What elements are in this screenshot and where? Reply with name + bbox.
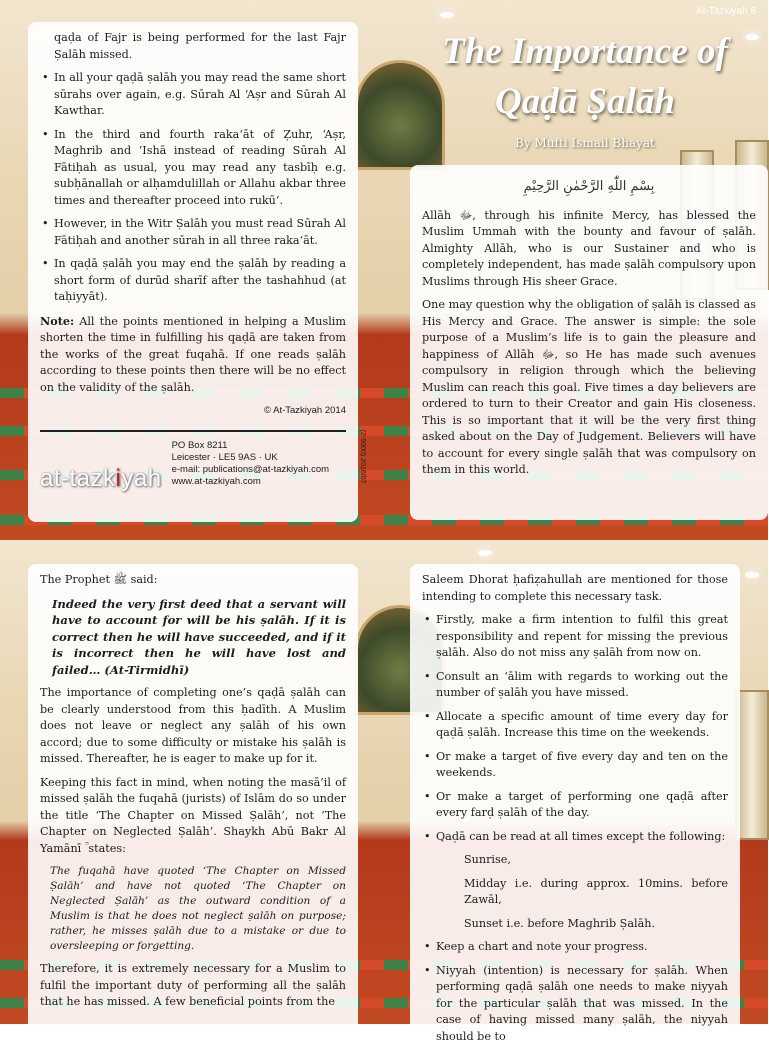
list-item: • Qaḍā can be read at all times except the following: — [422, 829, 728, 846]
body-paragraph: Therefore, it is extremely necessary for a Muslim to fulfil the important duty of performing all the ṣalāh that he has missed. A few beneficial points from the — [40, 961, 346, 1011]
contact-details — [172, 440, 329, 488]
scholar-quote: The fuqahā have quoted ‘The Chapter on Missed Ṣalāh’ and have not quoted ‘The Chapter on Neglected Ṣalāh’ as the outward condition of a Muslim is that he does not neglect ṣalāh on purpose; rather, he misses ṣalāh due to a mistake or due to oversleeping or forgetting. — [40, 864, 346, 954]
website-link[interactable]: www.at-tazkiyah.com — [172, 476, 329, 488]
article-title-line1: The Importance of — [405, 30, 765, 73]
body-paragraph: The importance of completing one’s qaḍā ṣalāh can be clearly understood from this ḥadīth. A Muslim does not leave or neglect any ṣalāh of his own accord; due to some difficulty or mistake his ṣalāh is missed. Thereafter, he is eager to make up for it. — [40, 685, 346, 768]
exception-item: Sunset i.e. before Maghrib Ṣalāh. — [422, 916, 728, 933]
contact-block — [40, 440, 346, 488]
bottom-right-panel — [410, 564, 740, 1034]
tips-list — [40, 70, 346, 306]
exception-item: Sunrise, — [422, 852, 728, 869]
bottom-spread — [0, 540, 768, 1024]
list-item: • However, in the Witr Ṣalāh you must read Sūrah Al Fātiḥah and another sūrah in all three raka‘āt. — [40, 216, 346, 249]
logo-text-a: at-tazk — [40, 465, 116, 492]
continuation-text: qaḍa of Fajr is being performed for the last Fajr Ṣalāh missed. — [40, 30, 346, 63]
ceiling-light — [440, 12, 454, 18]
article-title-line2: Qaḍā Ṣalāh — [405, 80, 765, 123]
logo-text-i: i — [116, 465, 122, 492]
body-paragraph: Keeping this fact in mind, when noting the masā’il of missed ṣalāh the fuqahā (jurists) of Islām do so under the title ‘The Chapter on Missed Ṣalāh’, not ‘The Chapter on Neglected Ṣalāh’. Shaykh Abū Bakr Al Yamānī ؒ states: — [40, 775, 346, 858]
prophet-said: The Prophet ﷺ said: — [40, 572, 346, 589]
address-line1: PO Box 8211 — [172, 440, 329, 452]
list-item: • Or make a target of performing one qaḍā after every farḍ ṣalāh of the day. — [422, 789, 728, 822]
note-text: All the points mentioned in helping a Muslim shorten the time in fulfilling his qaḍā are taken from the works of the great fuqahā. If one reads ṣalāh according to these points then there will be no effect on the validity of the ṣalāh. — [40, 315, 346, 394]
steps-list — [422, 612, 728, 1045]
exception-item: Midday i.e. during approx. 10mins. before Zawāl, — [422, 876, 728, 909]
list-item: • Consult an ‘ālim with regards to working out the number of ṣalāh you have missed. — [422, 669, 728, 702]
list-item: • Allocate a specific amount of time every day for qaḍā ṣalāh. Increase this time on the weekends. — [422, 709, 728, 742]
email-link[interactable]: e-mail: publications@at-tazkiyah.com — [172, 464, 329, 476]
ceiling-light — [745, 572, 759, 578]
basmala: بِسْمِ اللّٰهِ الرَّحْمٰنِ الرَّحِيْمِ — [422, 179, 756, 196]
list-item: • In qaḍā ṣalāh you may end the ṣalāh by reading a short form of durūd sharīf after the tashahhud (at taḥiyyāt). — [40, 256, 346, 306]
bottom-left-panel — [28, 564, 358, 1034]
note-label: Note: — [40, 314, 74, 328]
list-item: • Or make a target of five every day and ten on the weekends. — [422, 749, 728, 782]
byline: By Mufti Ismail Bhayat — [470, 136, 700, 150]
ceiling-light — [478, 550, 492, 556]
divider — [40, 430, 346, 432]
window — [735, 690, 769, 840]
intro-paragraph: Allāh ﷻ, through his infinite Mercy, has blessed the Muslim Ummah with the bounty and favour of ṣalāh. Almighty Allāh, who is our Sustainer and who is completely independent, has made ṣalāh compulsory upon Muslims through His sheer Grace. — [422, 208, 756, 291]
hadith-quote: Indeed the very first deed that a servant will have to account for will be his ṣalāh. If it is correct then he will have succeeded, and if it is incorrect then he will have lost and failed… (At-Tirmidhī) — [40, 596, 346, 679]
list-item: • In the third and fourth raka‘āt of Ẓuhr, ‘Aṣr, Maghrib and ‘Ishā instead of reading Sūrah Al Fātiḥah as usual, you may read any tasbīḥ e.g. subḥānallah or alḥamdulillah or Allahu akbar three times and thereafter proceed into rukū‘. — [40, 127, 346, 210]
copyright: © At-Tazkiyah 2014 — [40, 403, 346, 420]
list-item: • Niyyah (intention) is necessary for ṣalāh. When performing qaḍā ṣalāh one needs to make niyyah for the particular ṣalāh that was missed. In the case of having missed many ṣalāh, the niyyah should be to — [422, 963, 728, 1045]
body-paragraph: One may question why the obligation of ṣalāh is classed as His Mercy and Grace. The answer is simple: the sole purpose of a Muslim’s life is to gain the pleasure and happiness of Allāh ﷻ, so He has made such avenues compulsory in religion through which the believing Muslim can reach this goal. Five times a day believers are ordered to turn to their Creator and gain His closeness. This is so important that it will be the very first thing asked about on the Day of Judgement. Believers will have to account for every single ṣalāh that was compulsory on them in this world. — [422, 297, 756, 479]
list-item: • Keep a chart and note your progress. — [422, 939, 728, 956]
note-paragraph — [40, 313, 346, 397]
at-tazkiyah-logo — [40, 471, 162, 488]
page-label: At-Tazkiyah 8 — [696, 6, 756, 17]
top-right-panel — [410, 165, 768, 520]
top-left-panel — [28, 22, 358, 522]
list-item: • In all your qaḍā ṣalāh you may read the same short sūrahs over again, e.g. Sūrah Al ‘Aṣr and Sūrah Al Kawthar. — [40, 70, 346, 120]
print-code: (2-5000) 2016/07 — [354, 430, 371, 484]
list-item: • Firstly, make a firm intention to fulfil this great responsibility and repent for missing the previous ṣalāh. Also do not miss any ṣalāh from now on. — [422, 612, 728, 662]
logo-text-b: yah — [121, 465, 161, 492]
address-line2: Leicester · LE5 9AS · UK — [172, 452, 329, 464]
continuation-text: Saleem Dhorat ḥafiẓahullah are mentioned for those intending to complete this necessary task. — [422, 572, 728, 605]
